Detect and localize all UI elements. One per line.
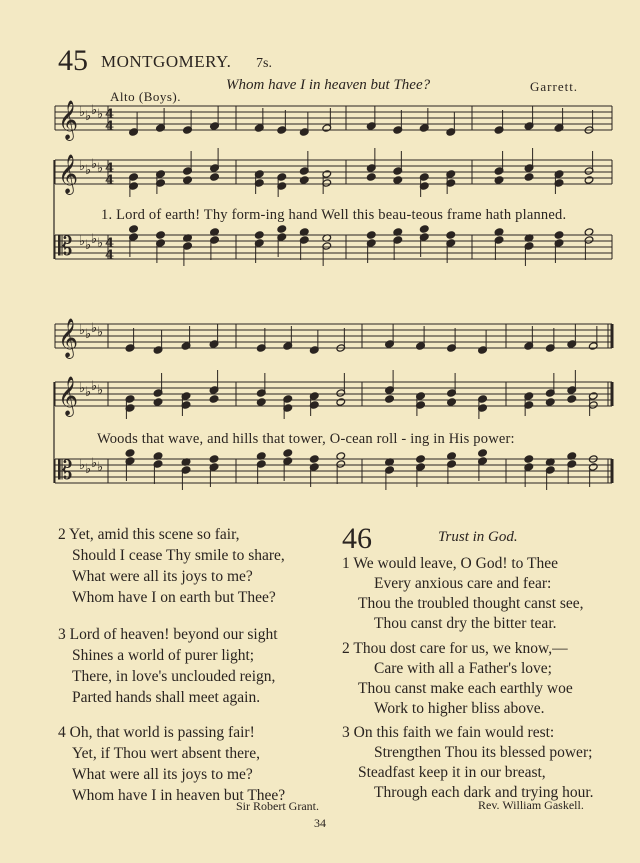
verse-line: Parted hands shall meet again. (72, 689, 261, 706)
flat-icon: ♭ (79, 105, 86, 120)
note-head (567, 395, 577, 403)
flat-icon: ♭ (91, 232, 98, 247)
verse-line: 3 On this faith we fain would rest: (342, 724, 555, 741)
note-head (393, 176, 403, 184)
note-head (385, 395, 395, 403)
note-head (494, 176, 504, 184)
note-head (478, 449, 488, 457)
flat-icon: ♭ (91, 456, 98, 471)
flat-icon: ♭ (97, 383, 104, 398)
flat-icon: ♭ (85, 238, 92, 253)
treble-clef-icon: 𝄞 (58, 100, 79, 140)
flat-icon: ♭ (85, 385, 92, 400)
verse-line: Thou canst dry the bitter tear. (374, 615, 557, 632)
verse-line: Whom have I on earth but Thee? (72, 589, 276, 606)
verse-line: 1 We would leave, O God! to Thee (342, 555, 558, 572)
flat-icon: ♭ (97, 325, 104, 340)
lyrics-line-2: Woods that wave, and hills that tower, O-cean roll - ing in His power: (97, 431, 515, 447)
note-head (256, 398, 266, 406)
time-signature: 4 (105, 119, 115, 134)
note-head (336, 398, 346, 406)
treble-clef-icon: 𝄞 (58, 318, 79, 358)
flat-icon: ♭ (79, 234, 86, 249)
flat-icon: ♭ (91, 321, 98, 336)
time-signature: 4 (105, 248, 115, 263)
verse-line: 2 Yet, amid this scene so fair, (58, 526, 240, 543)
flat-icon: ♭ (79, 381, 86, 396)
note-head (419, 225, 429, 233)
note-head (366, 173, 376, 181)
note-head (554, 231, 564, 239)
flat-icon: ♭ (79, 159, 86, 174)
hymn46-subtitle: Trust in God. (438, 529, 518, 545)
note-head (299, 176, 309, 184)
flat-icon: ♭ (85, 109, 92, 124)
flat-icon: ♭ (79, 323, 86, 338)
note-head (277, 225, 287, 233)
note-head (156, 231, 166, 239)
flat-icon: ♭ (85, 327, 92, 342)
note-head (129, 225, 139, 233)
note-head (524, 173, 534, 181)
tune-name: MONTGOMERY. (101, 52, 232, 71)
note-head (416, 455, 426, 463)
verse-line: Work to higher bliss above. (374, 700, 545, 717)
hymn-number-46: 46 (342, 522, 372, 555)
treble-clef-icon: 𝄞 (58, 154, 79, 194)
composer: Garrett. (530, 79, 579, 94)
verse-line: Through each dark and trying hour. (374, 784, 594, 801)
flat-icon: ♭ (85, 462, 92, 477)
note-head (309, 455, 319, 463)
note-head (446, 231, 456, 239)
note-head (125, 449, 135, 457)
verse-line: 4 Oh, that world is passing fair! (58, 724, 255, 741)
time-signature: 4 (105, 107, 115, 122)
hymn-number-45: 45 (58, 44, 88, 77)
verse-line: Strengthen Thou its blessed power; (374, 744, 593, 761)
flat-icon: ♭ (97, 161, 104, 176)
treble-clef-icon: 𝄞 (58, 376, 79, 416)
verse-line: Should I cease Thy smile to share, (72, 547, 285, 564)
flat-icon: ♭ (97, 236, 104, 251)
note-head (210, 173, 220, 181)
note-head (447, 398, 457, 406)
note-head (283, 449, 293, 457)
flat-icon: ♭ (97, 460, 104, 475)
verse-line: Shines a world of purer light; (72, 647, 255, 664)
verse-line: Thou canst make each earthly woe (358, 680, 573, 697)
verse-line: Care with all a Father's love; (374, 660, 552, 677)
verse-line: Steadfast keep it in our breast, (358, 764, 546, 781)
note-head (254, 231, 264, 239)
hymn-subtitle: Whom have I in heaven but Thee? (226, 77, 431, 93)
lyrics-line-1: 1. Lord of earth! Thy form-ing hand Well this beau-teous frame hath planned. (101, 207, 567, 223)
note-head (584, 176, 594, 184)
verse-line: Yet, if Thou wert absent there, (72, 745, 260, 762)
note-head (153, 398, 163, 406)
time-signature: 4 (105, 236, 115, 251)
note-head (209, 395, 219, 403)
verse-line: 3 Lord of heaven! beyond our sight (58, 626, 278, 643)
flat-icon: ♭ (79, 458, 86, 473)
flat-icon: ♭ (91, 103, 98, 118)
time-signature: 4 (105, 173, 115, 188)
verse-line: What were all its joys to me? (72, 568, 253, 585)
page-number: 34 (314, 816, 326, 830)
note-head (524, 455, 534, 463)
meter: 7s. (256, 56, 272, 71)
verse-line: There, in love's unclouded reign, (72, 668, 276, 685)
time-signature: 4 (105, 161, 115, 176)
verse-line: Whom have I in heaven but Thee? (72, 787, 286, 804)
c-clef-icon: 𝄡 (58, 456, 73, 486)
flat-icon: ♭ (97, 107, 104, 122)
hymn45-author: Sir Robert Grant. (236, 799, 319, 813)
verse-line: What were all its joys to me? (72, 766, 253, 783)
note-head (183, 176, 193, 184)
flat-icon: ♭ (91, 157, 98, 172)
verse-line: Thou the troubled thought canst see, (358, 595, 584, 612)
hymn46-author: Rev. William Gaskell. (478, 798, 584, 812)
note-head (545, 398, 555, 406)
c-clef-icon: 𝄡 (58, 232, 73, 262)
flat-icon: ♭ (85, 163, 92, 178)
flat-icon: ♭ (91, 379, 98, 394)
part-label: Alto (Boys). (110, 89, 181, 104)
note-head (366, 231, 376, 239)
verse-line: 2 Thou dost care for us, we know,— (342, 640, 568, 657)
note-head (209, 455, 219, 463)
verse-line: Every anxious care and fear: (374, 575, 552, 592)
